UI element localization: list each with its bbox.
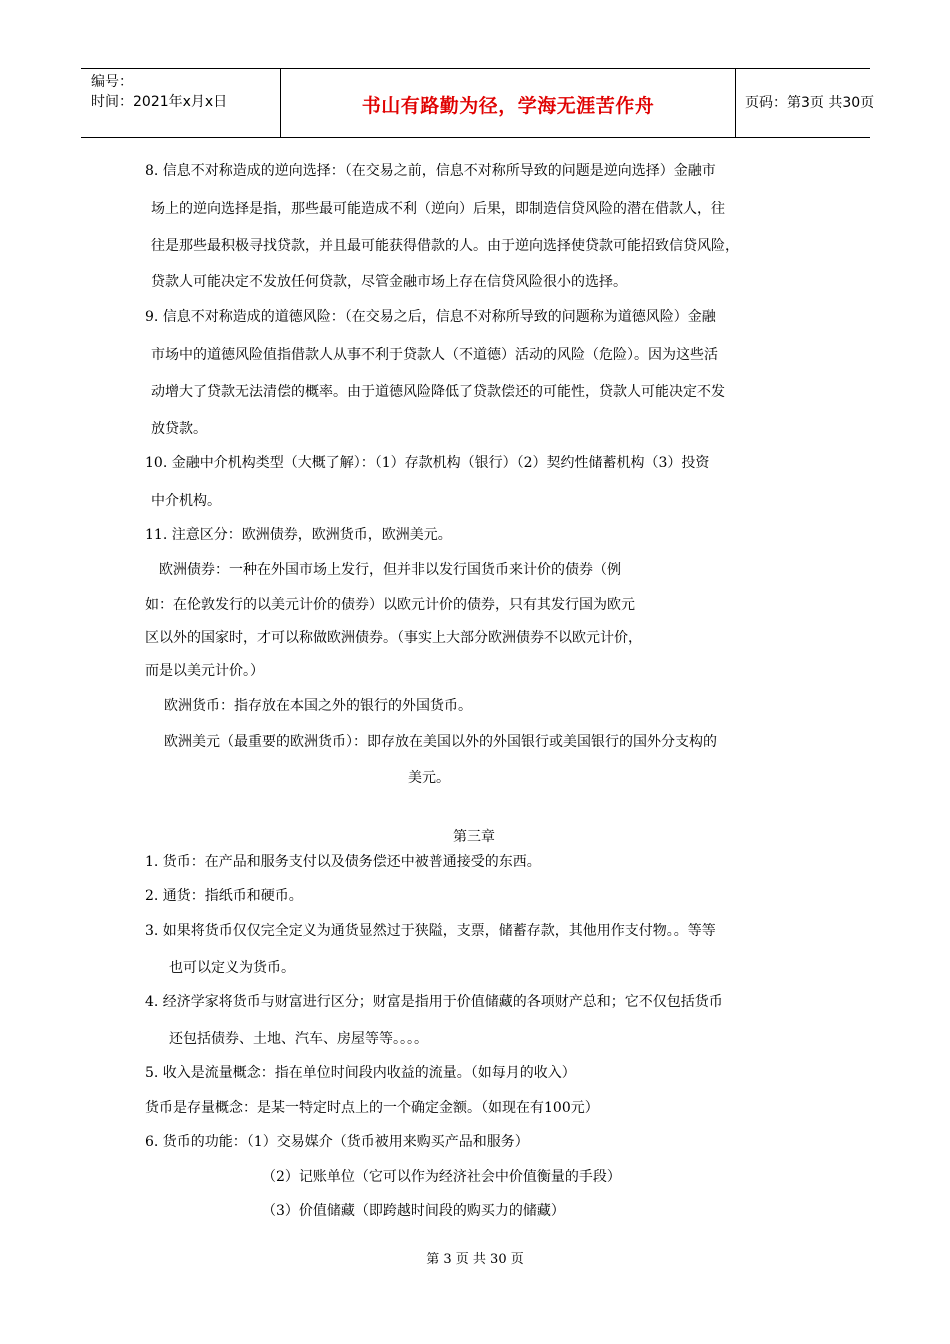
document-header [81, 68, 875, 138]
paragraph-line: 8. 信息不对称造成的逆向选择：（在交易之前，信息不对称所导致的问题是逆向选择）金融市 [145, 163, 716, 179]
time-line: 时间：2021年x月x日 [91, 94, 228, 110]
paragraph-line: 场上的逆向选择是指，那些最可能造成不利（逆向）后果，即制造信贷风险的潜在借款人，往 [151, 201, 725, 217]
paragraph-line: 货币是存量概念：是某一特定时点上的一个确定金额。（如现在有100元） [145, 1100, 599, 1116]
number-label: 编号： [91, 74, 133, 90]
paragraph-line: 放贷款。 [151, 421, 207, 437]
chapter-heading: 第三章 [453, 829, 495, 845]
header-right-cell [736, 69, 875, 137]
page-info: 页码：第3页 共30页 [745, 95, 875, 111]
paragraph-line: 3. 如果将货币仅仅完全定义为通货显然过于狭隘，支票，储蓄存款，其他用作支付物。。等等 [145, 923, 716, 939]
paragraph-line: 欧洲货币：指存放在本国之外的银行的外国货币。 [164, 698, 472, 714]
paragraph-line: 往是那些最积极寻找贷款，并且最可能获得借款的人。由于逆向选择使贷款可能招致信贷风险， [151, 238, 739, 254]
page-footer: 第 3 页 共 30 页 [426, 1252, 524, 1267]
paragraph-line: （3）价值储藏（即跨越时间段的购买力的储藏） [262, 1203, 565, 1219]
paragraph-line: 11. 注意区分：欧洲债券，欧洲货币，欧洲美元。 [145, 527, 452, 543]
paragraph-line: 6. 货币的功能：（1）交易媒介（货币被用来购买产品和服务） [145, 1134, 529, 1150]
paragraph-line: 美元。 [408, 770, 450, 786]
paragraph-line: 欧洲美元（最重要的欧洲货币）：即存放在美国以外的外国银行或美国银行的国外分支构的 [164, 734, 717, 750]
paragraph-line: 动增大了贷款无法清偿的概率。由于道德风险降低了贷款偿还的可能性，贷款人可能决定不发 [151, 384, 725, 400]
paragraph-line: 1. 货币：在产品和服务支付以及债务偿还中被普通接受的东西。 [145, 854, 541, 870]
paragraph-line: 而是以美元计价。） [145, 663, 264, 679]
paragraph-line: 贷款人可能决定不发放任何贷款，尽管金融市场上存在信贷风险很小的选择。 [151, 274, 627, 290]
paragraph-line: 也可以定义为货币。 [169, 960, 295, 976]
paragraph-line: 2. 通货：指纸币和硬币。 [145, 888, 303, 904]
paragraph-line: 还包括债券、土地、汽车、房屋等等。。。。 [169, 1031, 428, 1047]
paragraph-line: 4. 经济学家将货币与财富进行区分；财富是指用于价值储藏的各项财产总和；它不仅包括货币 [145, 994, 723, 1010]
paragraph-line: （2）记账单位（它可以作为经济社会中价值衡量的手段） [262, 1169, 621, 1185]
paragraph-line: 中介机构。 [151, 493, 221, 509]
paragraph-line: 9. 信息不对称造成的道德风险：（在交易之后，信息不对称所导致的问题称为道德风险）金融 [145, 309, 716, 325]
header-motto: 书山有路勤为径，学海无涯苦作舟 [361, 95, 655, 117]
paragraph-line: 如：在伦敦发行的以美元计价的债券）以欧元计价的债券，只有其发行国为欧元 [145, 597, 635, 613]
header-left-cell [81, 69, 281, 137]
paragraph-line: 5. 收入是流量概念：指在单位时间段内收益的流量。（如每月的收入） [145, 1065, 576, 1081]
paragraph-line: 欧洲债券：一种在外国市场上发行，但并非以发行国货币来计价的债券（例 [159, 562, 621, 578]
paragraph-line: 区以外的国家时，才可以称做欧洲债券。（事实上大部分欧洲债券不以欧元计价， [145, 630, 642, 646]
paragraph-line: 10. 金融中介机构类型（大概了解）：（1）存款机构（银行）（2）契约性储蓄机构（3）投资 [145, 455, 710, 471]
paragraph-line: 市场中的道德风险值指借款人从事不利于贷款人（不道德）活动的风险（危险）。因为这些活 [151, 347, 718, 363]
header-motto-cell [281, 69, 736, 137]
